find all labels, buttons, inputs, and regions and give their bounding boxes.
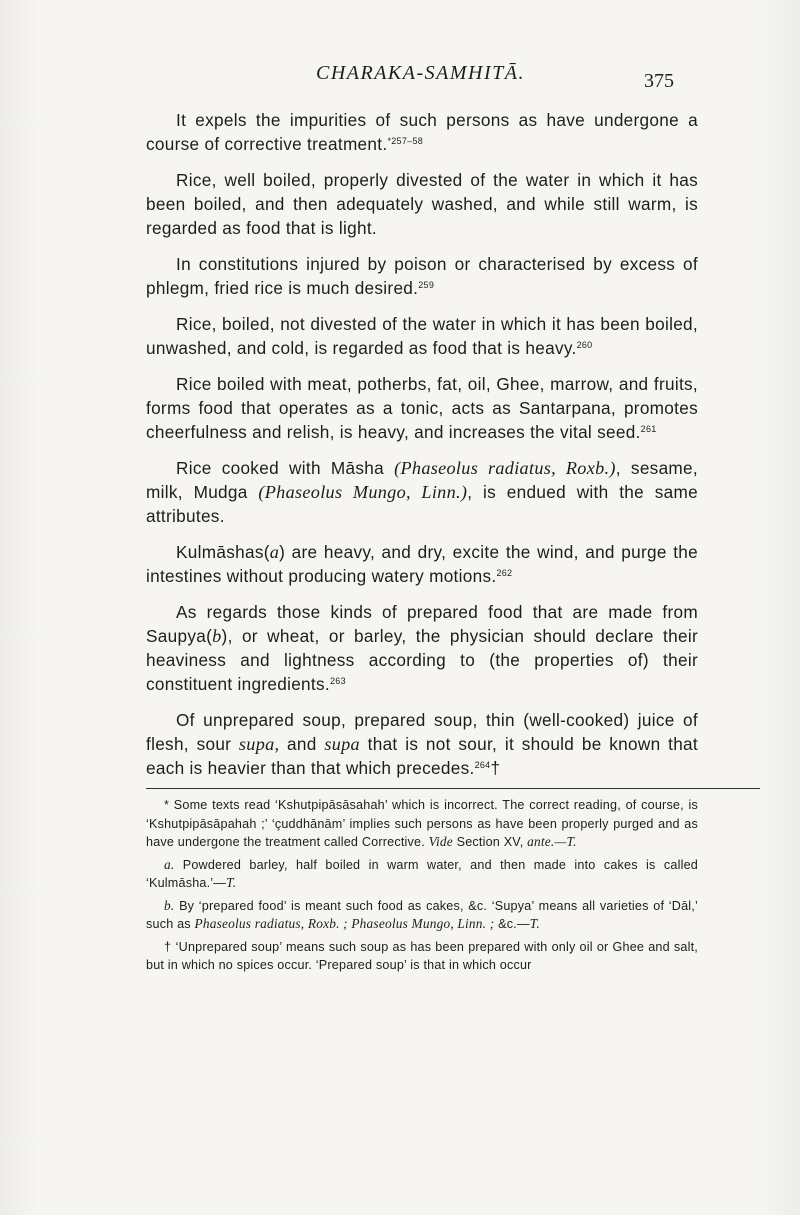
footnote bbox=[146, 938, 698, 975]
text-run: By ‘prepared food’ is meant such food as cakes, &c. ‘Supya’ means all varieties of ‘Dāl,’ such as bbox=[146, 898, 698, 931]
reference-mark: 259 bbox=[418, 280, 435, 290]
text-run: ), or wheat, or barley, the physician should declare their heaviness and lightness according to (the properties of) their constituent ingredients. bbox=[146, 626, 698, 694]
footnote bbox=[146, 897, 698, 934]
text-run: As regards those kinds of prepared food that are made from Saupya( bbox=[146, 602, 698, 646]
footnote bbox=[146, 856, 698, 893]
text-run: Rice, well boiled, properly divested of the water in which it has been boiled, and then adequately washed, and while still warm, is regarded as food that is light. bbox=[146, 170, 698, 238]
footnote bbox=[146, 796, 698, 852]
paragraph bbox=[146, 540, 698, 588]
italic-text: b. bbox=[164, 897, 175, 913]
italic-text: Phaseolus radiatus, Roxb. ; Phaseolus Mungo, Linn. ; bbox=[194, 916, 495, 931]
page-number: 375 bbox=[644, 70, 674, 92]
text-run: ) are heavy, and dry, excite the wind, and purge the intestines without producing watery motions. bbox=[146, 542, 698, 586]
text-run: † bbox=[490, 758, 501, 778]
text-run: , sesame, milk, Mudga bbox=[146, 458, 698, 502]
paragraph bbox=[146, 312, 698, 360]
reference-mark: 261 bbox=[640, 424, 657, 434]
text-run: Rice cooked with Māsha bbox=[176, 458, 395, 478]
reference-mark: 264 bbox=[474, 760, 491, 770]
italic-text: T. bbox=[226, 875, 237, 890]
italic-text: b bbox=[212, 626, 222, 646]
paragraph bbox=[146, 168, 698, 240]
text-run: In constitutions injured by poison or characterised by excess of phlegm, fried rice is much desired. bbox=[146, 254, 698, 298]
reference-mark: 260 bbox=[576, 340, 593, 350]
italic-text: a. bbox=[164, 856, 175, 872]
paragraph bbox=[146, 456, 698, 528]
text-run: Of unprepared soup, prepared soup, thin (well-cooked) juice of flesh, sour bbox=[146, 710, 698, 754]
italic-text: a bbox=[269, 542, 280, 562]
footnote-rule bbox=[146, 788, 760, 789]
reference-mark: *257–58 bbox=[387, 136, 424, 146]
text-run: &c.— bbox=[494, 917, 530, 931]
reference-mark: 262 bbox=[496, 568, 513, 578]
italic-text: ante.—T. bbox=[527, 834, 577, 849]
text-run: † ‘Unprepared soup’ means such soup as has been prepared with only oil or Ghee and salt, but in which no spices occur. ‘Prepared soup’ is that in which occur bbox=[146, 939, 698, 972]
text-run: Section XV, bbox=[452, 835, 528, 849]
text-run: Kulmāshas( bbox=[176, 542, 270, 562]
text-run: , is endued with the same attributes. bbox=[146, 482, 698, 526]
text-run: and bbox=[279, 734, 325, 754]
paragraph bbox=[146, 108, 698, 156]
text-run: * Some texts read ‘Kshutpipāsāsahah’ which is incorrect. The correct reading, of course, is ‘Kshutpipāsāpahah ;’ ‘çuddhānām’ implies such persons as have been properly purged and as have undergone the treatment called Corrective. bbox=[146, 798, 698, 849]
italic-text: supa, bbox=[238, 734, 280, 754]
italic-text: supa bbox=[324, 734, 360, 754]
paragraph bbox=[146, 252, 698, 300]
italic-text: Vide bbox=[428, 834, 453, 849]
text-run: Powdered barley, half boiled in warm water, and then made into cakes is called ‘Kulmāsha.’— bbox=[146, 857, 698, 890]
running-title: CHARAKA-SAMHITĀ. bbox=[316, 62, 525, 84]
italic-text: (Phaseolus radiatus, Roxb.) bbox=[394, 458, 616, 478]
text-run: It expels the impurities of such persons as have undergone a course of corrective treatment. bbox=[146, 110, 698, 154]
page-header bbox=[0, 62, 800, 92]
paragraph bbox=[146, 372, 698, 444]
reference-mark: 263 bbox=[329, 676, 346, 686]
text-run: Rice, boiled, not divested of the water in which it has been boiled, unwashed, and cold, is regarded as food that is heavy. bbox=[146, 314, 698, 358]
italic-text: (Phaseolus Mungo, Linn.) bbox=[258, 482, 468, 502]
paragraph bbox=[146, 600, 698, 696]
text-run: Rice boiled with meat, potherbs, fat, oil, Ghee, marrow, and fruits, forms food that operates as a tonic, acts as Santarpana, promotes cheerfulness and relish, is heavy, and increases the vital seed. bbox=[146, 374, 698, 442]
italic-text: T. bbox=[529, 916, 540, 931]
paragraph bbox=[146, 708, 698, 780]
body-text bbox=[146, 108, 698, 792]
text-run: that is not sour, it should be known that each is heavier than that which precedes. bbox=[146, 734, 698, 778]
footnotes bbox=[146, 796, 698, 979]
